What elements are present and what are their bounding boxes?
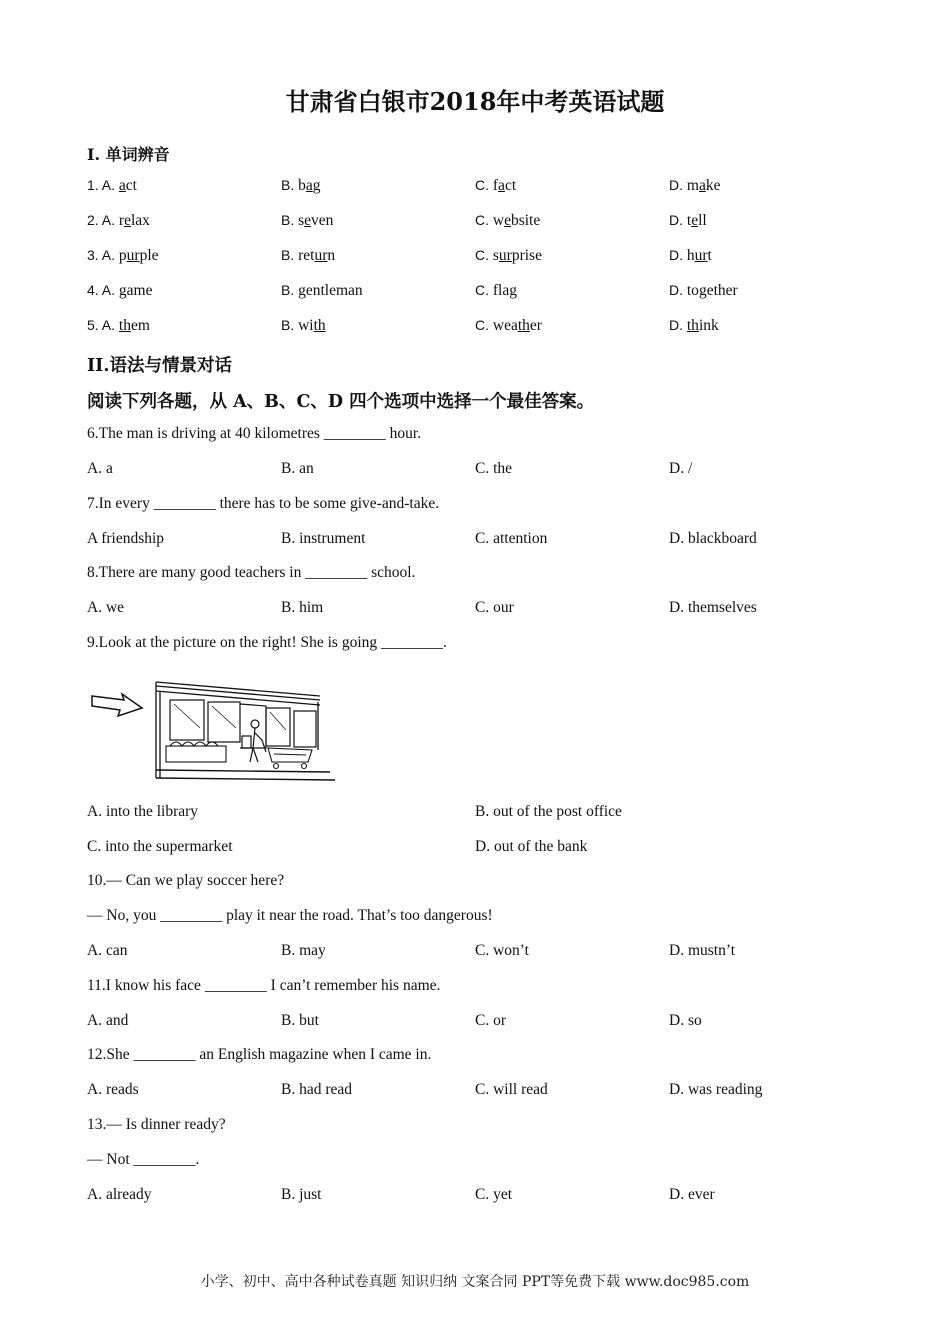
q3-option-b: B. return [281, 247, 336, 264]
q2-option-b: B. seven [281, 212, 334, 229]
question-6-stem: 6.The man is driving at 40 kilometres ________ hour. [87, 425, 422, 442]
q5-option-d: D. think [669, 317, 719, 334]
q8-option-d: D. themselves [669, 599, 757, 616]
section1-heading: I. 单词辨音 [87, 145, 170, 164]
question-9-stem: 9.Look at the picture on the right! She is going ________. [87, 634, 447, 651]
q9-option-b: B. out of the post office [475, 803, 622, 820]
q2-option-c: C. website [475, 212, 541, 229]
q4-option-c: C. flag [475, 282, 517, 299]
question-9-options-row2 [0, 838, 950, 862]
question-13-stem-2: — Not ________. [87, 1151, 200, 1168]
q10-option-c: C. won’t [475, 942, 529, 959]
q3-option-a: 3. A. purple [87, 247, 159, 264]
question-4-row [0, 282, 950, 306]
question-10-stem-1: 10.— Can we play soccer here? [87, 872, 285, 889]
q1-option-b: B. bag [281, 177, 321, 194]
q4-option-a: 4. A. game [87, 282, 153, 299]
q7-option-a: A friendship [87, 530, 165, 547]
q5-option-b: B. with [281, 317, 326, 334]
q10-option-d: D. mustn’t [669, 942, 736, 959]
q1-option-c: C. fact [475, 177, 517, 194]
q3-option-d: D. hurt [669, 247, 712, 264]
question-2-row [0, 212, 950, 236]
q3-option-c: C. surprise [475, 247, 542, 264]
q11-option-b: B. but [281, 1012, 319, 1029]
section2-instruction: 阅读下列各题，从 A、B、C、D 四个选项中选择一个最佳答案。 [87, 392, 595, 412]
section2-heading: II.语法与情景对话 [87, 356, 232, 376]
q7-option-d: D. blackboard [669, 530, 757, 547]
question-7-options [0, 530, 950, 554]
arrow-icon [92, 694, 142, 716]
q9-option-a: A. into the library [87, 803, 199, 820]
q9-option-c: C. into the supermarket [87, 838, 233, 855]
q5-option-a: 5. A. them [87, 317, 150, 334]
question-9-options-row1 [0, 803, 950, 827]
q13-option-c: C. yet [475, 1186, 513, 1203]
q4-option-b: B. gentleman [281, 282, 363, 299]
question-3-row [0, 247, 950, 271]
question-7-stem: 7.In every ________ there has to be some give-and-take. [87, 495, 440, 512]
q11-option-d: D. so [669, 1012, 702, 1029]
q13-option-b: B. just [281, 1186, 322, 1203]
q6-option-d: D. / [669, 460, 693, 477]
shopper-figure [242, 720, 266, 762]
question-6-options [0, 460, 950, 484]
q1-option-a: 1. A. act [87, 177, 137, 194]
q12-option-a: A. reads [87, 1081, 139, 1098]
question-10-stem-2: — No, you ________ play it near the road. That’s too dangerous! [87, 907, 493, 924]
q5-option-c: C. weather [475, 317, 542, 334]
q4-option-d: D. together [669, 282, 738, 299]
q12-option-c: C. will read [475, 1081, 548, 1098]
q8-option-c: C. our [475, 599, 514, 616]
q12-option-b: B. had read [281, 1081, 353, 1098]
question-8-stem: 8.There are many good teachers in ________ school. [87, 564, 416, 581]
q7-option-b: B. instrument [281, 530, 366, 547]
q11-option-a: A. and [87, 1012, 129, 1029]
question-12-options [0, 1081, 950, 1105]
storefront-illustration [90, 678, 345, 788]
question-13-stem-1: 13.— Is dinner ready? [87, 1116, 226, 1133]
q1-option-d: D. make [669, 177, 721, 194]
q7-option-c: C. attention [475, 530, 548, 547]
question-5-row [0, 317, 950, 341]
q13-option-a: A. already [87, 1186, 152, 1203]
q6-option-a: A. a [87, 460, 113, 477]
q6-option-b: B. an [281, 460, 314, 477]
q6-option-c: C. the [475, 460, 513, 477]
q9-option-d: D. out of the bank [475, 838, 588, 855]
q2-option-d: D. tell [669, 212, 707, 229]
question-11-options [0, 1012, 950, 1036]
q8-option-b: B. him [281, 599, 324, 616]
q10-option-b: B. may [281, 942, 326, 959]
page-footer: 小学、初中、高中各种试卷真题 知识归纳 文案合同 PPT等免费下载 www.doc985.com [200, 1274, 750, 1290]
question-12-stem: 12.She ________ an English magazine when I came in. [87, 1046, 432, 1063]
q12-option-d: D. was reading [669, 1081, 763, 1098]
q11-option-c: C. or [475, 1012, 506, 1029]
question-8-options [0, 599, 950, 623]
q2-option-a: 2. A. relax [87, 212, 150, 229]
page-title: 甘肃省白银市2018年中考英语试题 [285, 87, 665, 116]
question-1-row [0, 177, 950, 201]
q10-option-a: A. can [87, 942, 128, 959]
question-10-options [0, 942, 950, 966]
question-11-stem: 11.I know his face ________ I can’t remember his name. [87, 977, 441, 994]
q8-option-a: A. we [87, 599, 125, 616]
q13-option-d: D. ever [669, 1186, 715, 1203]
question-13-options [0, 1186, 950, 1210]
